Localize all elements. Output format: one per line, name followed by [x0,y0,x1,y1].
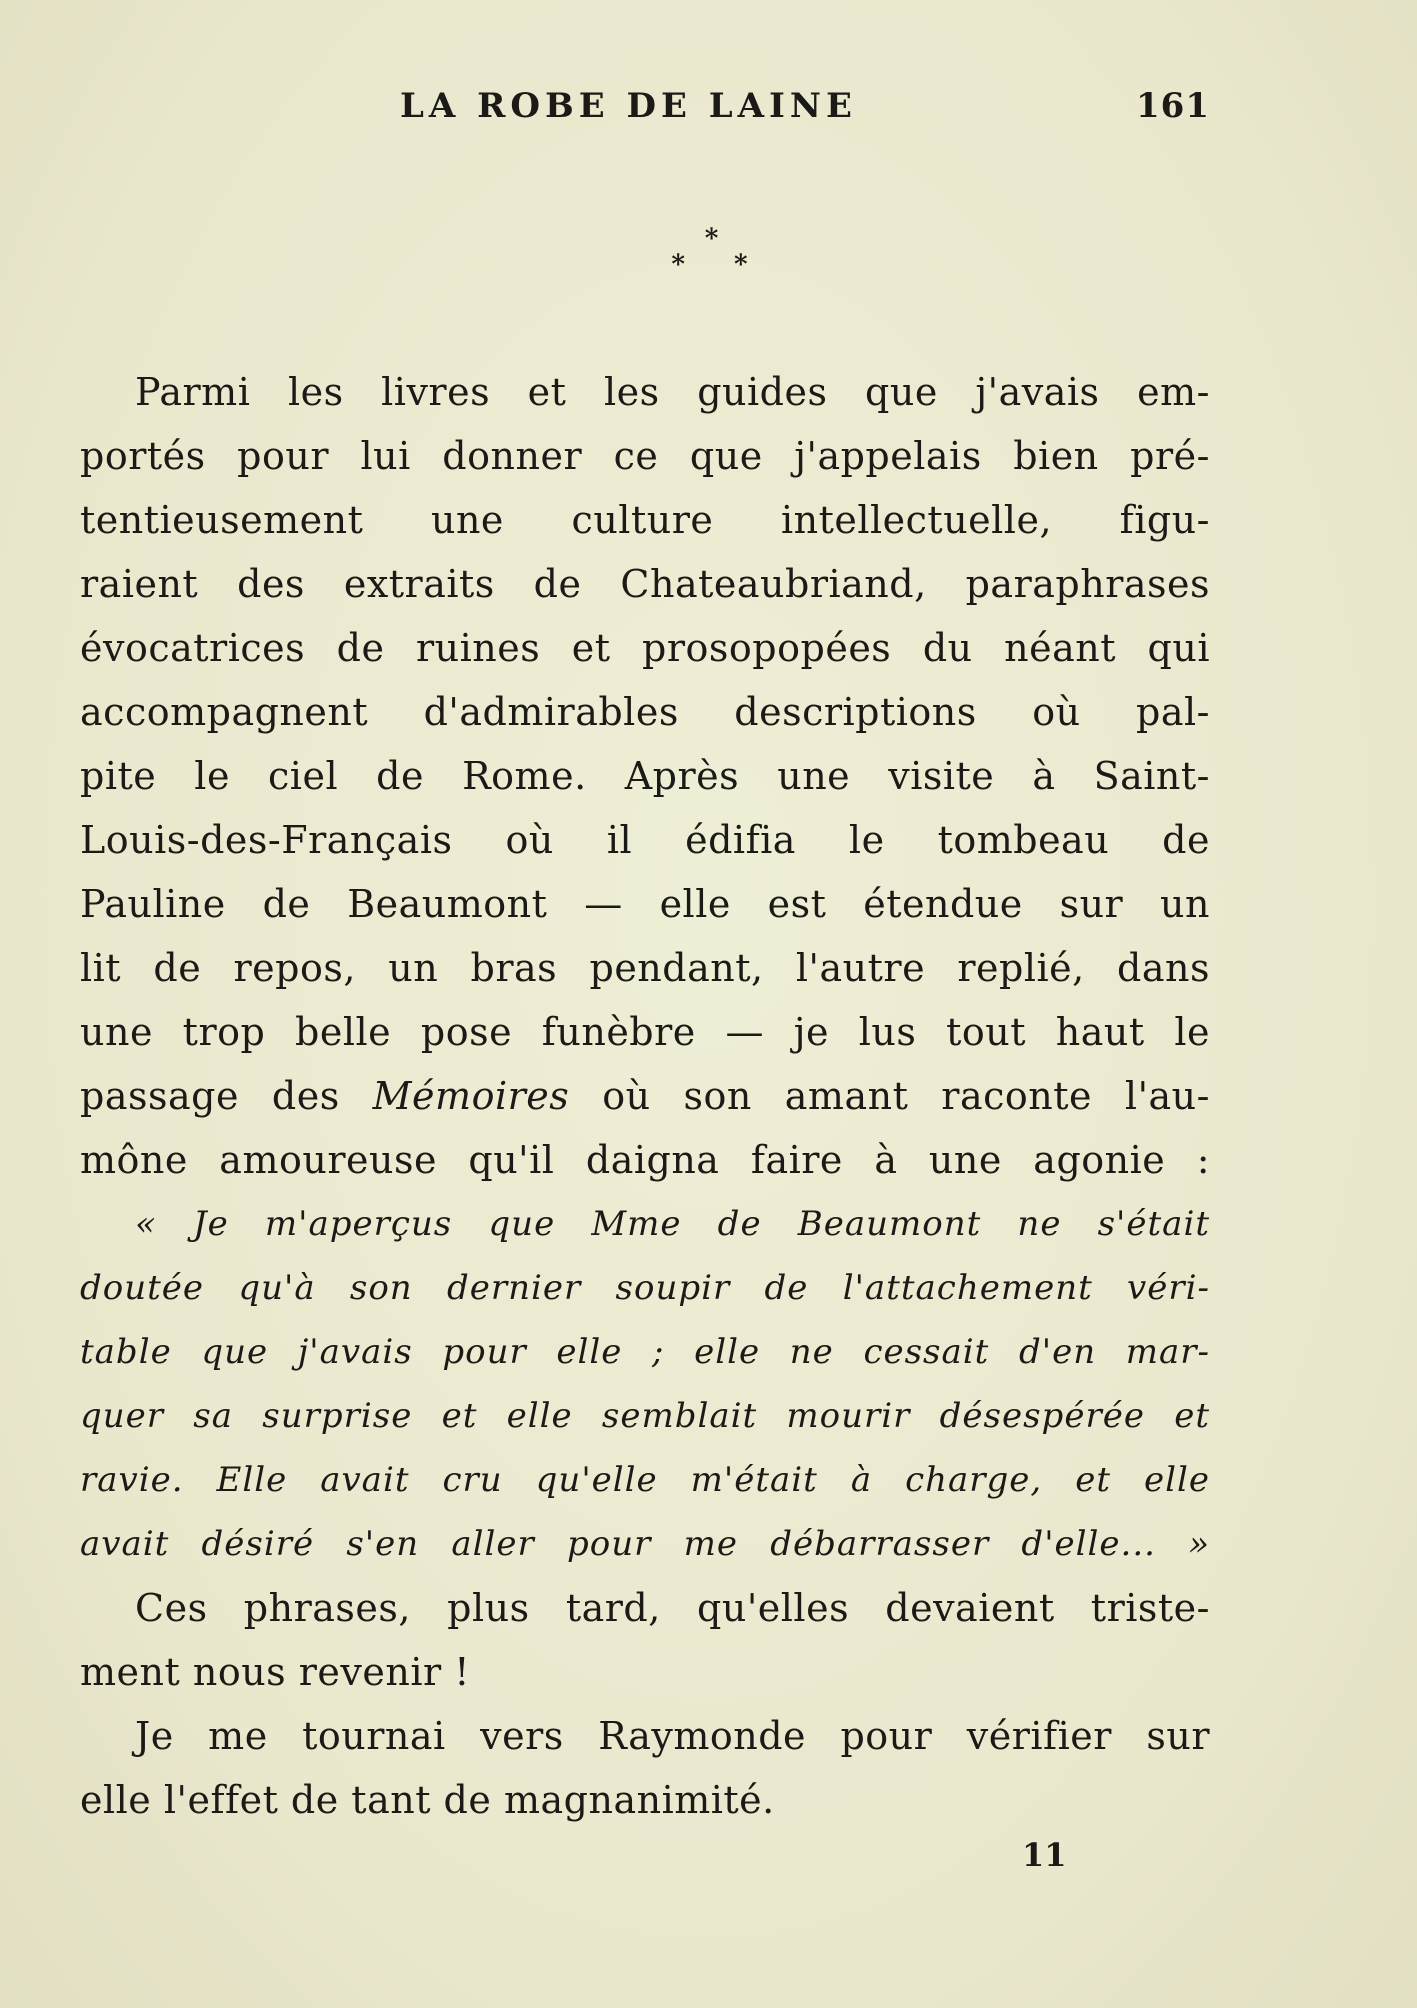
text-line-with-title [80,1064,1210,1128]
text-segment: où son amant raconte l'au- [602,1074,1210,1118]
text-line: Ces phrases, plus tard, qu'elles devaient triste- [135,1586,1210,1630]
text-line: accompagnent d'admirables descriptions où pal- [80,690,1210,734]
quote-line: quer sa surprise et elle semblait mourir désespérée et [80,1396,1210,1436]
text-line: Louis-des-Français où il édifia le tombeau de [80,818,1210,862]
quote-line: « Je m'aperçus que Mme de Beaumont ne s'était [135,1204,1210,1244]
book-title-memoires: Mémoires [372,1074,570,1118]
text-line: raient des extraits de Chateaubriand, paraphrases [80,562,1210,606]
asterism-bottom: * * [671,250,768,280]
asterism-ornament [0,226,1417,278]
text-line: Parmi les livres et les guides que j'avais em- [135,370,1210,414]
quote-line: table que j'avais pour elle ; elle ne cessait d'en mar- [80,1332,1210,1372]
text-line: elle l'effet de tant de magnanimité. [80,1778,775,1822]
signature-mark: 11 [1022,1836,1067,1874]
text-line: ment nous revenir ! [80,1650,471,1694]
text-line: une trop belle pose funèbre — je lus tout haut le [80,1010,1210,1054]
quote-line: doutée qu'à son dernier soupir de l'attachement véri- [80,1268,1210,1308]
text-line: évocatrices de ruines et prosopopées du néant qui [80,626,1210,670]
page-number: 161 [1136,86,1210,126]
text-line: pite le ciel de Rome. Après une visite à Saint- [80,754,1210,798]
text-line: tentieusement une culture intellectuelle, figu- [80,498,1210,542]
text-line: Pauline de Beaumont — elle est étendue sur un [80,882,1210,926]
text-line: portés pour lui donner ce que j'appelais bien pré- [80,434,1210,478]
text-line: mône amoureuse qu'il daigna faire à une agonie : [80,1138,1210,1182]
running-title: LA ROBE DE LAINE [400,86,857,126]
body-text [80,360,1210,1832]
running-head [80,86,1210,136]
text-line: Je me tournai vers Raymonde pour vérifier sur [135,1714,1210,1758]
asterism-top: * [704,224,719,254]
text-line: lit de repos, un bras pendant, l'autre replié, dans [80,946,1210,990]
text-segment: passage des [80,1074,340,1118]
quote-line: avait désiré s'en aller pour me débarrasser d'elle... » [80,1524,1210,1564]
quote-line: ravie. Elle avait cru qu'elle m'était à charge, et elle [80,1460,1210,1500]
